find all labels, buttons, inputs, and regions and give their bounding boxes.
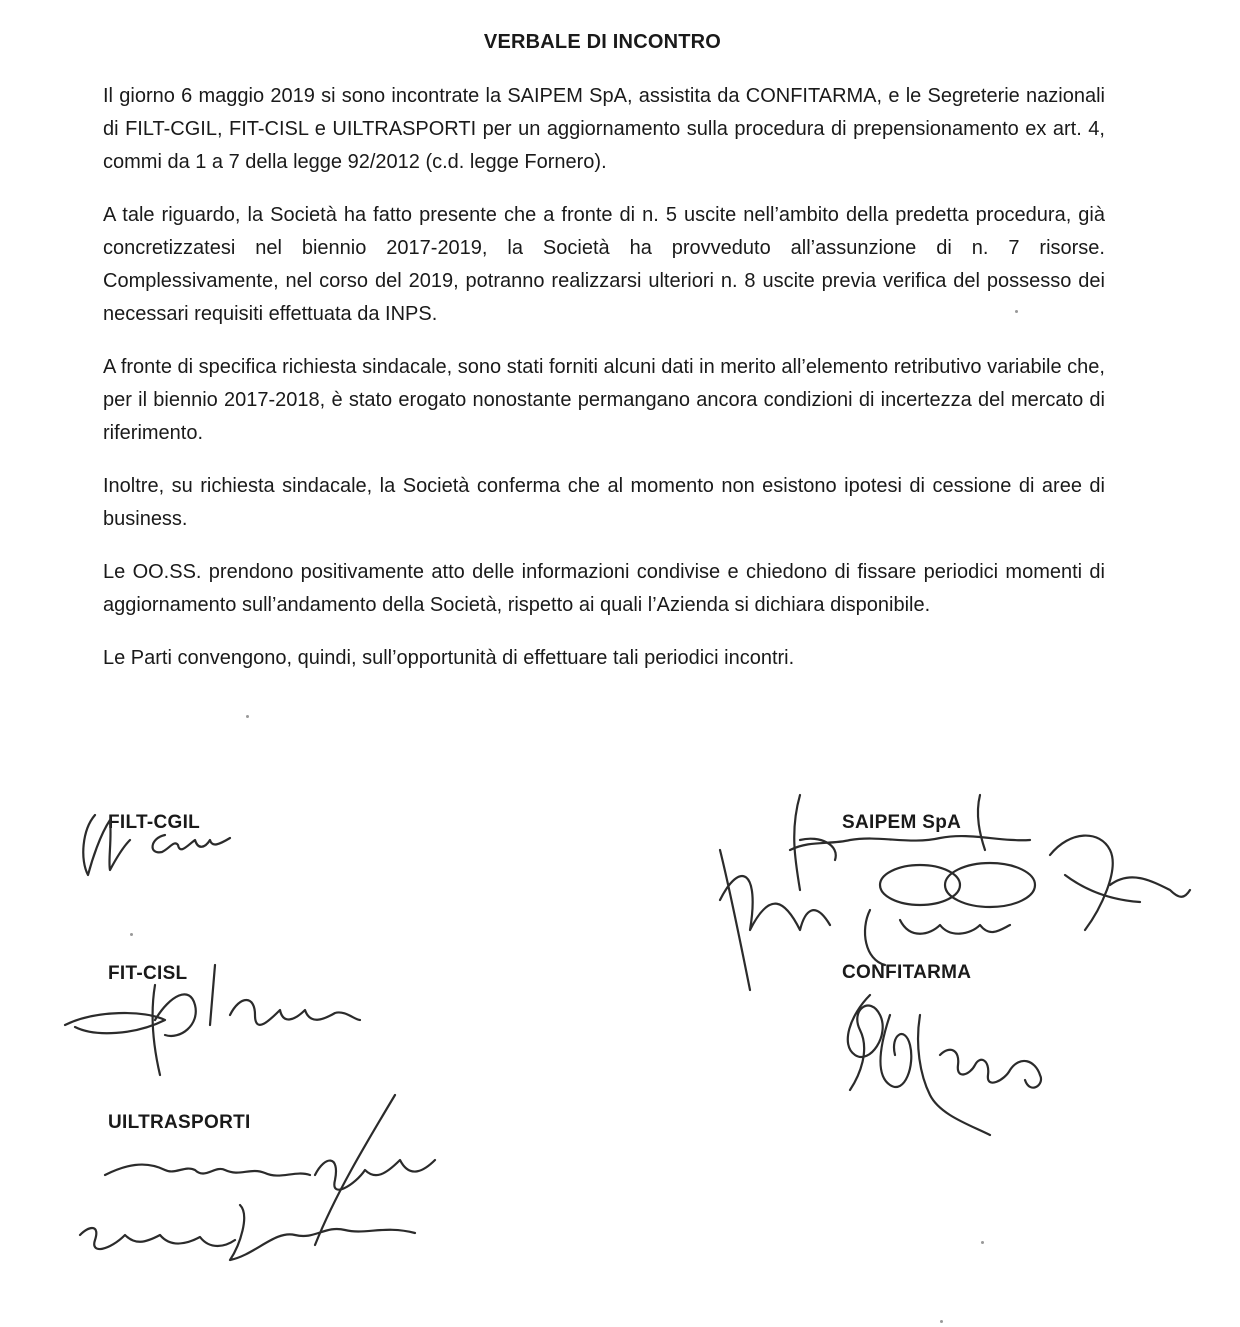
paragraph-meeting: Il giorno 6 maggio 2019 si sono incontrate la SAIPEM SpA, assistita da CONFITARMA, e le Segreterie nazionali di FILT-CGIL, FIT-CISL e UILTRASPORTI per un aggiornamento sulla procedura di prepensionamento ex art. 4, commi da 1 a 7 della legge 92/2012 (c.d. legge Fornero). xyxy=(103,85,1105,173)
scan-speck xyxy=(1015,310,1018,313)
signature-fit-cisl xyxy=(55,965,375,1085)
signatory-label-fit-cisl: FIT-CISL xyxy=(108,963,188,984)
paragraph-business-areas: Inoltre, su richiesta sindacale, la Società conferma che al momento non esistono ipotesi di cessione di aree di business. xyxy=(103,475,1105,530)
document-body xyxy=(103,80,1105,695)
paragraph-agreement: Le Parti convengono, quindi, sull’opportunità di effettuare tali periodici incontri. xyxy=(103,647,795,669)
scan-speck xyxy=(130,933,133,936)
signatory-label-filt-cgil: FILT-CGIL xyxy=(108,812,201,833)
paragraph-union-request: Le OO.SS. prendono positivamente atto delle informazioni condivise e chiedono di fissare periodici momenti di aggiornamento sull’andamento della Società, rispetto ai quali l’Azienda si dichiara disponibile. xyxy=(103,561,1105,616)
signatory-label-uiltrasporti: UILTRASPORTI xyxy=(108,1112,251,1133)
document-title: VERBALE DI INCONTRO xyxy=(483,31,722,53)
paragraph-exits: A tale riguardo, la Società ha fatto presente che a fronte di n. 5 uscite nell’ambito della predetta procedura, già concretizzatesi nel biennio 2017-2019, la Società ha provveduto all’assunzione di n. 7 risorse. Complessivamente, nel corso del 2019, potranno realizzarsi ulteriori n. 8 uscite previa verifica del possesso dei necessari requisiti effettuata da INPS. xyxy=(103,204,1105,325)
paragraph-pay-element: A fronte di specifica richiesta sindacale, sono stati forniti alcuni dati in merito all’elemento retributivo variabile che, per il biennio 2017-2018, è stato erogato nonostante permangano ancora condizioni di incertezza del mercato di riferimento. xyxy=(103,356,1105,444)
signatory-label-saipem: SAIPEM SpA xyxy=(842,812,962,833)
scan-speck xyxy=(940,1320,943,1323)
signature-confitarma xyxy=(830,985,1090,1145)
scan-speck xyxy=(246,715,249,718)
scan-speck xyxy=(981,1241,984,1244)
signature-uiltrasporti xyxy=(65,1085,455,1285)
signature-filt-cgil xyxy=(70,800,270,890)
signatory-label-confitarma: CONFITARMA xyxy=(842,962,972,983)
